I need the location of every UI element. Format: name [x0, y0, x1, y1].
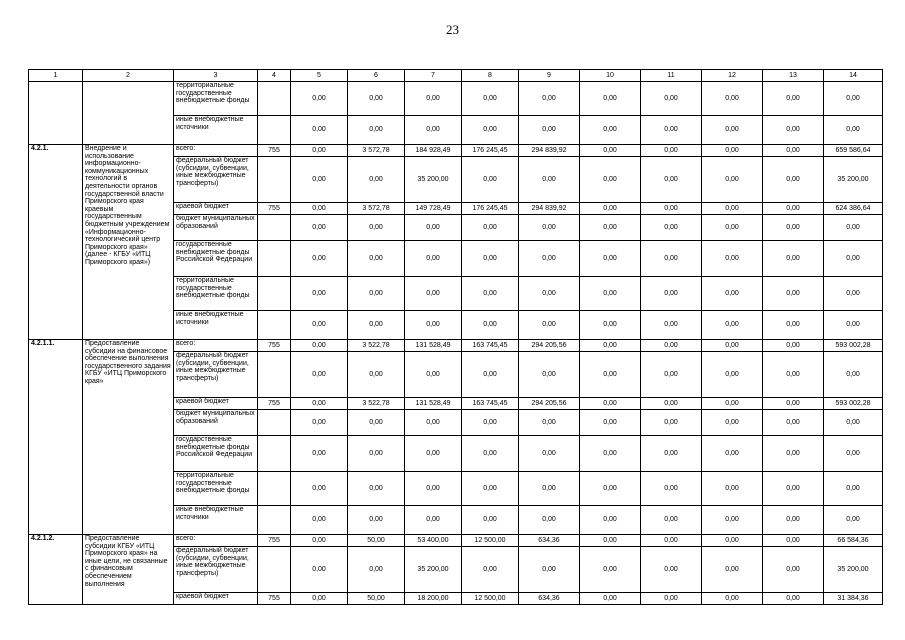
amount-cell: 0,00 [291, 145, 348, 157]
funding-source: федеральный бюджет (субсидии, субвенции, иные межбюджетные трансферты) [174, 547, 258, 593]
amount-cell: 0,00 [824, 116, 883, 145]
funding-source: бюджет муниципальных образований [174, 410, 258, 436]
amount-cell: 0,00 [348, 116, 405, 145]
item-name: Внедрение и использование информационно-коммуникационных технологий в деятельности органов государственной власти Приморского края краевым государственным бюджетным учреждением «Информационно-технологический центр Приморского края» (далее - КГБУ «ИТЦ Приморского края») [83, 145, 174, 340]
amount-cell: 0,00 [462, 82, 519, 116]
amount-cell: 35 200,00 [405, 547, 462, 593]
amount-cell: 0,00 [462, 410, 519, 436]
amount-cell: 0,00 [291, 506, 348, 535]
amount-cell: 0,00 [702, 277, 763, 311]
amount-cell: 0,00 [519, 311, 580, 340]
amount-cell: 0,00 [763, 436, 824, 472]
amount-cell: 0,00 [824, 436, 883, 472]
column-header: 2 [83, 70, 174, 82]
amount-cell: 35 200,00 [824, 547, 883, 593]
amount-cell: 0,00 [348, 157, 405, 203]
amount-cell: 0,00 [580, 277, 641, 311]
funding-source: иные внебюджетные источники [174, 116, 258, 145]
funding-source: всего: [174, 145, 258, 157]
funding-source: краевой бюджет [174, 593, 258, 605]
table-row [29, 145, 883, 157]
amount-cell: 0,00 [824, 82, 883, 116]
budget-code [258, 436, 291, 472]
amount-cell: 66 584,36 [824, 535, 883, 547]
amount-cell: 0,00 [519, 215, 580, 241]
amount-cell: 0,00 [824, 215, 883, 241]
header-row [29, 70, 883, 82]
amount-cell: 0,00 [702, 352, 763, 398]
amount-cell: 0,00 [405, 82, 462, 116]
amount-cell: 0,00 [641, 472, 702, 506]
amount-cell: 0,00 [519, 472, 580, 506]
amount-cell: 0,00 [291, 436, 348, 472]
amount-cell: 0,00 [763, 215, 824, 241]
amount-cell: 0,00 [641, 116, 702, 145]
budget-code: 755 [258, 398, 291, 410]
amount-cell: 0,00 [462, 116, 519, 145]
budget-code [258, 506, 291, 535]
amount-cell: 184 928,49 [405, 145, 462, 157]
budget-code: 755 [258, 145, 291, 157]
column-header: 9 [519, 70, 580, 82]
amount-cell: 0,00 [348, 241, 405, 277]
table-row [29, 82, 883, 116]
amount-cell: 0,00 [580, 157, 641, 203]
amount-cell: 0,00 [348, 277, 405, 311]
budget-code [258, 352, 291, 398]
amount-cell: 634,36 [519, 535, 580, 547]
funding-source: государственные внебюджетные фонды Российской Федерации [174, 436, 258, 472]
amount-cell: 0,00 [405, 215, 462, 241]
item-name: Предоставление субсидии на финансовое обеспечение выполнения государственного задания КГБУ «ИТЦ Приморского края» [83, 340, 174, 535]
column-header: 11 [641, 70, 702, 82]
amount-cell: 0,00 [641, 340, 702, 352]
amount-cell: 0,00 [580, 535, 641, 547]
budget-code [258, 157, 291, 203]
funding-source: иные внебюджетные источники [174, 506, 258, 535]
amount-cell: 0,00 [580, 410, 641, 436]
amount-cell: 0,00 [702, 241, 763, 277]
amount-cell: 0,00 [763, 82, 824, 116]
amount-cell: 0,00 [580, 116, 641, 145]
table-body [29, 70, 883, 605]
amount-cell: 0,00 [763, 472, 824, 506]
amount-cell: 163 745,45 [462, 398, 519, 410]
amount-cell: 0,00 [291, 82, 348, 116]
amount-cell: 0,00 [291, 535, 348, 547]
amount-cell: 0,00 [291, 398, 348, 410]
amount-cell: 3 522,78 [348, 340, 405, 352]
column-header: 10 [580, 70, 641, 82]
amount-cell: 0,00 [702, 311, 763, 340]
column-header: 12 [702, 70, 763, 82]
amount-cell: 0,00 [824, 472, 883, 506]
funding-source: бюджет муниципальных образований [174, 215, 258, 241]
amount-cell: 0,00 [580, 82, 641, 116]
amount-cell: 12 500,00 [462, 535, 519, 547]
amount-cell: 0,00 [291, 157, 348, 203]
amount-cell: 0,00 [348, 311, 405, 340]
amount-cell: 0,00 [291, 277, 348, 311]
amount-cell: 0,00 [580, 215, 641, 241]
budget-code: 755 [258, 203, 291, 215]
amount-cell: 0,00 [763, 535, 824, 547]
amount-cell: 176 245,45 [462, 145, 519, 157]
amount-cell: 0,00 [702, 157, 763, 203]
amount-cell: 0,00 [405, 436, 462, 472]
amount-cell: 0,00 [348, 410, 405, 436]
amount-cell: 0,00 [763, 241, 824, 277]
amount-cell: 0,00 [763, 593, 824, 605]
amount-cell: 0,00 [763, 398, 824, 410]
amount-cell: 12 500,00 [462, 593, 519, 605]
amount-cell: 0,00 [641, 593, 702, 605]
amount-cell: 0,00 [580, 340, 641, 352]
amount-cell: 0,00 [462, 506, 519, 535]
amount-cell: 50,00 [348, 535, 405, 547]
amount-cell: 0,00 [824, 311, 883, 340]
amount-cell: 0,00 [462, 547, 519, 593]
amount-cell: 0,00 [291, 547, 348, 593]
amount-cell: 624 386,64 [824, 203, 883, 215]
amount-cell: 0,00 [580, 593, 641, 605]
amount-cell: 163 745,45 [462, 340, 519, 352]
amount-cell: 0,00 [702, 535, 763, 547]
budget-code [258, 547, 291, 593]
amount-cell: 0,00 [462, 311, 519, 340]
amount-cell: 0,00 [519, 116, 580, 145]
amount-cell: 0,00 [348, 82, 405, 116]
amount-cell: 0,00 [348, 352, 405, 398]
amount-cell: 0,00 [519, 277, 580, 311]
amount-cell: 0,00 [641, 535, 702, 547]
item-name: Предоставление субсидии КГБУ «ИТЦ Приморского края» на иные цели, не связанные с финансовым обеспечением выполнения [83, 535, 174, 605]
amount-cell: 0,00 [824, 352, 883, 398]
column-header: 7 [405, 70, 462, 82]
table-row [29, 535, 883, 547]
funding-source: всего: [174, 340, 258, 352]
amount-cell: 0,00 [348, 472, 405, 506]
amount-cell: 0,00 [641, 311, 702, 340]
amount-cell: 593 002,28 [824, 340, 883, 352]
budget-code [258, 241, 291, 277]
amount-cell: 0,00 [291, 203, 348, 215]
budget-code [258, 215, 291, 241]
amount-cell: 0,00 [641, 352, 702, 398]
amount-cell: 0,00 [405, 410, 462, 436]
amount-cell: 0,00 [519, 506, 580, 535]
item-code [29, 82, 83, 145]
amount-cell: 0,00 [405, 472, 462, 506]
amount-cell: 0,00 [641, 241, 702, 277]
amount-cell: 0,00 [824, 277, 883, 311]
table-row [29, 340, 883, 352]
amount-cell: 0,00 [641, 277, 702, 311]
item-code: 4.2.1. [29, 145, 83, 340]
budget-code [258, 82, 291, 116]
amount-cell: 0,00 [702, 547, 763, 593]
budget-code: 755 [258, 535, 291, 547]
amount-cell: 0,00 [580, 145, 641, 157]
amount-cell: 0,00 [348, 215, 405, 241]
amount-cell: 0,00 [702, 410, 763, 436]
amount-cell: 0,00 [462, 352, 519, 398]
amount-cell: 0,00 [519, 82, 580, 116]
amount-cell: 35 200,00 [824, 157, 883, 203]
funding-source: иные внебюджетные источники [174, 311, 258, 340]
amount-cell: 0,00 [291, 352, 348, 398]
amount-cell: 0,00 [462, 472, 519, 506]
funding-source: федеральный бюджет (субсидии, субвенции, иные межбюджетные трансферты) [174, 352, 258, 398]
amount-cell: 0,00 [519, 436, 580, 472]
amount-cell: 131 528,49 [405, 340, 462, 352]
amount-cell: 0,00 [641, 145, 702, 157]
amount-cell: 0,00 [519, 157, 580, 203]
column-header: 6 [348, 70, 405, 82]
funding-source: краевой бюджет [174, 398, 258, 410]
budget-code: 755 [258, 593, 291, 605]
amount-cell: 0,00 [580, 472, 641, 506]
column-header: 13 [763, 70, 824, 82]
budget-code [258, 116, 291, 145]
amount-cell: 0,00 [462, 157, 519, 203]
amount-cell: 0,00 [763, 157, 824, 203]
column-header: 8 [462, 70, 519, 82]
amount-cell: 0,00 [641, 215, 702, 241]
amount-cell: 0,00 [702, 506, 763, 535]
amount-cell: 0,00 [763, 203, 824, 215]
funding-source: территориальные государственные внебюджетные фонды [174, 277, 258, 311]
column-header: 4 [258, 70, 291, 82]
budget-code [258, 472, 291, 506]
amount-cell: 0,00 [763, 547, 824, 593]
amount-cell: 0,00 [763, 410, 824, 436]
amount-cell: 0,00 [291, 410, 348, 436]
amount-cell: 294 205,56 [519, 340, 580, 352]
item-code: 4.2.1.2. [29, 535, 83, 605]
amount-cell: 0,00 [763, 277, 824, 311]
amount-cell: 0,00 [763, 506, 824, 535]
column-header: 14 [824, 70, 883, 82]
amount-cell: 0,00 [462, 241, 519, 277]
amount-cell: 0,00 [702, 203, 763, 215]
item-code: 4.2.1.1. [29, 340, 83, 535]
amount-cell: 0,00 [348, 506, 405, 535]
page-number: 23 [446, 22, 459, 37]
amount-cell: 0,00 [702, 472, 763, 506]
amount-cell: 0,00 [348, 547, 405, 593]
amount-cell: 131 528,49 [405, 398, 462, 410]
amount-cell: 0,00 [519, 241, 580, 277]
funding-source: краевой бюджет [174, 203, 258, 215]
amount-cell: 0,00 [291, 593, 348, 605]
amount-cell: 0,00 [405, 116, 462, 145]
amount-cell: 0,00 [291, 472, 348, 506]
amount-cell: 294 205,56 [519, 398, 580, 410]
amount-cell: 0,00 [580, 241, 641, 277]
funding-table [28, 69, 883, 605]
amount-cell: 0,00 [580, 311, 641, 340]
amount-cell: 0,00 [519, 410, 580, 436]
amount-cell: 0,00 [702, 340, 763, 352]
amount-cell: 0,00 [405, 506, 462, 535]
amount-cell: 0,00 [405, 241, 462, 277]
amount-cell: 0,00 [641, 506, 702, 535]
amount-cell: 659 586,64 [824, 145, 883, 157]
amount-cell: 0,00 [348, 436, 405, 472]
amount-cell: 0,00 [462, 215, 519, 241]
amount-cell: 0,00 [763, 340, 824, 352]
amount-cell: 0,00 [702, 398, 763, 410]
amount-cell: 0,00 [580, 506, 641, 535]
amount-cell: 0,00 [405, 277, 462, 311]
amount-cell: 0,00 [702, 436, 763, 472]
amount-cell: 0,00 [291, 340, 348, 352]
amount-cell: 0,00 [580, 547, 641, 593]
amount-cell: 0,00 [824, 241, 883, 277]
amount-cell: 0,00 [763, 116, 824, 145]
funding-source: федеральный бюджет (субсидии, субвенции, иные межбюджетные трансферты) [174, 157, 258, 203]
amount-cell: 3 572,78 [348, 203, 405, 215]
amount-cell: 0,00 [641, 547, 702, 593]
amount-cell: 0,00 [291, 116, 348, 145]
amount-cell: 0,00 [702, 593, 763, 605]
amount-cell: 0,00 [291, 311, 348, 340]
amount-cell: 0,00 [580, 398, 641, 410]
amount-cell: 593 002,28 [824, 398, 883, 410]
amount-cell: 634,36 [519, 593, 580, 605]
column-header: 1 [29, 70, 83, 82]
budget-code [258, 277, 291, 311]
amount-cell: 0,00 [702, 215, 763, 241]
amount-cell: 0,00 [641, 157, 702, 203]
amount-cell: 0,00 [580, 436, 641, 472]
budget-code [258, 311, 291, 340]
amount-cell: 0,00 [641, 436, 702, 472]
amount-cell: 35 200,00 [405, 157, 462, 203]
amount-cell: 149 728,49 [405, 203, 462, 215]
amount-cell: 0,00 [702, 145, 763, 157]
funding-source: территориальные государственные внебюджетные фонды [174, 82, 258, 116]
amount-cell: 294 839,92 [519, 203, 580, 215]
amount-cell: 0,00 [405, 352, 462, 398]
funding-source: всего: [174, 535, 258, 547]
amount-cell: 0,00 [405, 311, 462, 340]
amount-cell: 53 400,00 [405, 535, 462, 547]
amount-cell: 0,00 [462, 436, 519, 472]
amount-cell: 294 839,92 [519, 145, 580, 157]
amount-cell: 0,00 [641, 410, 702, 436]
funding-source: территориальные государственные внебюджетные фонды [174, 472, 258, 506]
amount-cell: 31 384,36 [824, 593, 883, 605]
item-name [83, 82, 174, 145]
amount-cell: 0,00 [763, 352, 824, 398]
amount-cell: 0,00 [291, 241, 348, 277]
amount-cell: 0,00 [763, 145, 824, 157]
amount-cell: 0,00 [641, 398, 702, 410]
amount-cell: 0,00 [702, 82, 763, 116]
amount-cell: 0,00 [519, 352, 580, 398]
column-header: 3 [174, 70, 258, 82]
amount-cell: 0,00 [641, 82, 702, 116]
budget-code [258, 410, 291, 436]
amount-cell: 0,00 [641, 203, 702, 215]
amount-cell: 0,00 [291, 215, 348, 241]
amount-cell: 0,00 [763, 311, 824, 340]
amount-cell: 3 572,78 [348, 145, 405, 157]
amount-cell: 3 522,78 [348, 398, 405, 410]
amount-cell: 0,00 [824, 506, 883, 535]
amount-cell: 0,00 [824, 410, 883, 436]
budget-code: 755 [258, 340, 291, 352]
amount-cell: 0,00 [580, 352, 641, 398]
amount-cell: 0,00 [519, 547, 580, 593]
funding-source: государственные внебюджетные фонды Российской Федерации [174, 241, 258, 277]
amount-cell: 176 245,45 [462, 203, 519, 215]
amount-cell: 50,00 [348, 593, 405, 605]
amount-cell: 18 200,00 [405, 593, 462, 605]
amount-cell: 0,00 [702, 116, 763, 145]
column-header: 5 [291, 70, 348, 82]
amount-cell: 0,00 [462, 277, 519, 311]
amount-cell: 0,00 [580, 203, 641, 215]
